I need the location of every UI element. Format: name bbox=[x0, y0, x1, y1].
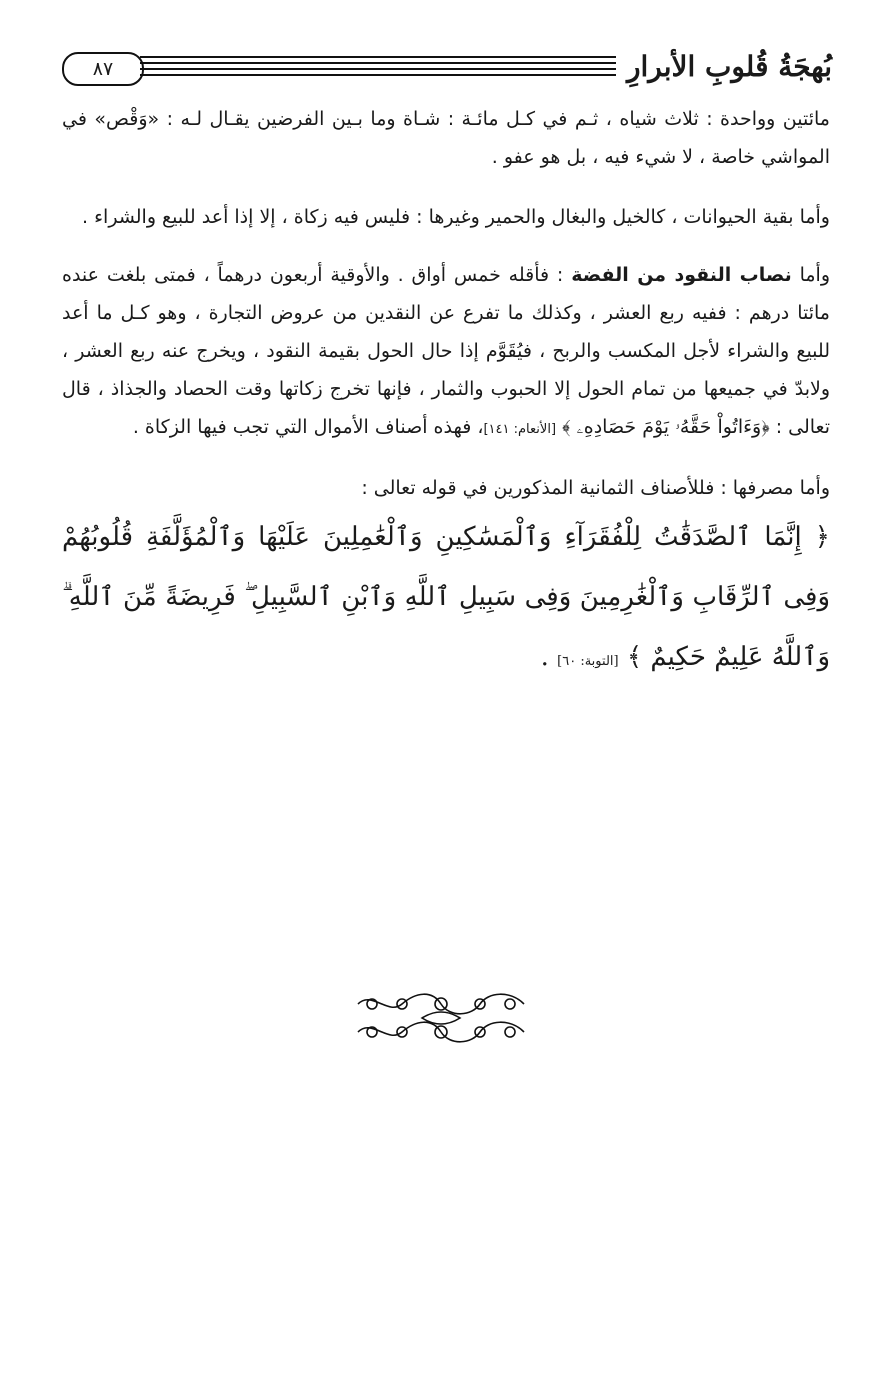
paragraph-3 bbox=[62, 256, 830, 449]
header-rule-lines bbox=[140, 56, 616, 82]
paragraph-1: مائتين وواحدة : ثلاث شياه ، ثـم في كـل مائـة : شـاة وما بـين الفرضين يقـال لـه : «وَقْص» في المواشي خاصة ، لا شيء فيه ، بل هو عفو . bbox=[62, 108, 830, 168]
page-header bbox=[62, 42, 832, 96]
paragraph-3-suffix: ، فهذه أصناف الأموال التي تجب فيها الزكاة . bbox=[132, 416, 484, 438]
paragraph-4-end: . bbox=[540, 642, 549, 672]
verse-reference-tawbah: [التوبة: ٦٠] bbox=[557, 654, 619, 669]
quran-verse-tawbah bbox=[62, 507, 830, 692]
page-body bbox=[62, 100, 830, 712]
quran-verse-anam: ﴿وَءَاتُواْ حَقَّهُۥ يَوْمَ حَصَادِهِۦ ﴾ bbox=[562, 416, 770, 438]
paragraph-2: وأما بقية الحيوانات ، كالخيل والبغال والحمير وغيرها : فليس فيه زكاة ، إلا إذا أعد للبيع والشراء . bbox=[82, 206, 830, 228]
paragraph-4 bbox=[62, 469, 830, 692]
paragraph-4-intro: وأما مصرفها : فللأصناف الثمانية المذكورين في قوله تعالى : bbox=[361, 477, 830, 499]
verse-reference-anam: [الأنعام: ١٤١] bbox=[483, 422, 557, 437]
floral-divider-icon bbox=[352, 986, 530, 1052]
paragraph-3-prefix: وأما bbox=[799, 264, 830, 286]
bold-term: نصاب النقود من الفضة bbox=[571, 264, 792, 286]
page-number: ٨٧ bbox=[62, 52, 144, 86]
paragraph-3-text: : فأقله خمس أواق . والأوقية أربعون درهماً ، فمتى بلغت عنده مائتا درهم : ففيه ربع العشر ، وكذلك ما تفرع عن النقدين من عروض التجارة ، وهو كـل ما أعد للبيع والشراء لأجل المكسب والربح ، فيُقَوَّم إذا حال الحول بقيمة النقود ، ويخرج عنه ربع العشر ، ولابدّ في جميعها من تمام الحول إلا الحبوب والثمار ، فإنها تخرج زكاتها وقت الحصاد والجذاذ ، قال تعالى : bbox=[62, 264, 830, 438]
book-title: بُهجَةُ قُلوبِ الأبرارِ bbox=[626, 50, 832, 83]
quran-verse-tawbah-text: ﴿ إِنَّمَا ٱلصَّدَقَٰتُ لِلْفُقَرَآءِ وَٱلْمَسَٰكِينِ وَٱلْعَٰمِلِينَ عَلَيْهَا وَٱلْمُؤَلَّفَةِ قُلُوبُهُمْ وَفِى ٱلرِّقَابِ وَٱلْغَٰرِمِينَ وَفِى سَبِيلِ ٱللَّهِ وَٱبْنِ ٱلسَّبِيلِ ۖ فَرِيضَةً مِّنَ ٱللَّهِ ۗ وَٱللَّهُ عَلِيمٌ حَكِيمٌ ﴾ bbox=[62, 522, 830, 672]
